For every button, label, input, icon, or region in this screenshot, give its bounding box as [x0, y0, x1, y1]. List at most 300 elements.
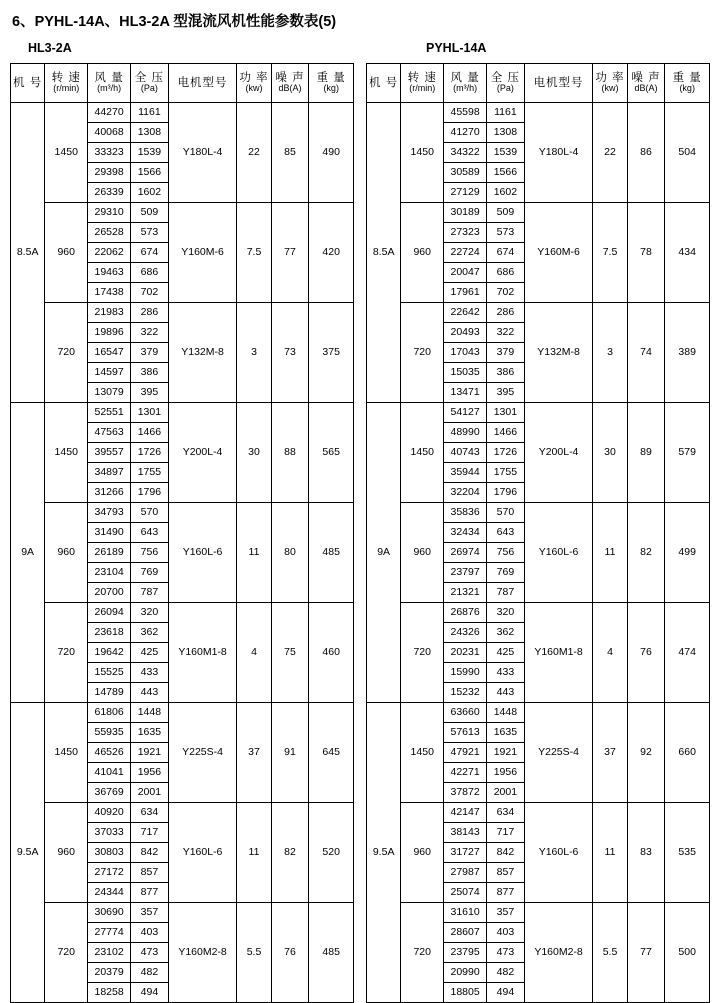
cell-motor-model: Y160M2-8 [168, 903, 237, 1003]
cell-pressure: 509 [131, 203, 169, 223]
cell-speed: 960 [401, 203, 444, 303]
cell-airflow: 31610 [444, 903, 487, 923]
cell-airflow: 46526 [88, 743, 131, 763]
cell-airflow: 13471 [444, 383, 487, 403]
table-body-left [11, 103, 354, 1003]
cell-weight: 434 [665, 203, 710, 303]
cell-airflow: 14597 [88, 363, 131, 383]
column-header-main: 风 量 [94, 71, 124, 84]
column-header-3 [131, 64, 169, 103]
cell-speed: 1450 [401, 403, 444, 503]
cell-motor-model: Y225S-4 [168, 703, 237, 803]
cell-pressure: 1635 [131, 723, 169, 743]
cell-speed: 720 [401, 603, 444, 703]
cell-pressure: 1602 [131, 183, 169, 203]
cell-noise: 83 [627, 803, 665, 903]
cell-airflow: 47921 [444, 743, 487, 763]
cell-pressure: 787 [487, 583, 525, 603]
cell-airflow: 35836 [444, 503, 487, 523]
table-row [367, 403, 710, 423]
table-body-right [367, 103, 710, 1003]
table-header-row [11, 64, 354, 103]
cell-power: 22 [237, 103, 271, 203]
tables-row [10, 41, 710, 1003]
table-row [11, 203, 354, 223]
cell-pressure: 1161 [131, 103, 169, 123]
cell-pressure: 643 [131, 523, 169, 543]
cell-weight: 460 [309, 603, 354, 703]
cell-airflow: 29398 [88, 163, 131, 183]
cell-pressure: 322 [487, 323, 525, 343]
cell-pressure: 1308 [131, 123, 169, 143]
cell-pressure: 1796 [487, 483, 525, 503]
cell-fan-size: 9A [11, 403, 45, 703]
cell-pressure: 1602 [487, 183, 525, 203]
cell-power: 22 [593, 103, 627, 203]
cell-weight: 660 [665, 703, 710, 803]
cell-weight: 490 [309, 103, 354, 203]
cell-airflow: 27129 [444, 183, 487, 203]
cell-pressure: 643 [487, 523, 525, 543]
cell-pressure: 320 [131, 603, 169, 623]
cell-weight: 499 [665, 503, 710, 603]
cell-airflow: 34897 [88, 463, 131, 483]
table-row [367, 603, 710, 623]
table-row [11, 303, 354, 323]
fan-performance-table-left [10, 63, 354, 1003]
cell-airflow: 33323 [88, 143, 131, 163]
cell-pressure: 395 [131, 383, 169, 403]
cell-speed: 1450 [45, 703, 88, 803]
column-header-unit: (kw) [601, 83, 619, 94]
cell-motor-model: Y160M2-8 [524, 903, 593, 1003]
cell-noise: 91 [271, 703, 309, 803]
cell-airflow: 15525 [88, 663, 131, 683]
cell-airflow: 35944 [444, 463, 487, 483]
column-header-main: 功 率 [595, 71, 625, 84]
table-row [11, 503, 354, 523]
cell-pressure: 1161 [487, 103, 525, 123]
cell-fan-size: 8.5A [11, 103, 45, 403]
table-row [11, 803, 354, 823]
cell-airflow: 23104 [88, 563, 131, 583]
cell-airflow: 30589 [444, 163, 487, 183]
column-header-main: 转 速 [51, 71, 81, 84]
column-header-unit: (Pa) [496, 83, 514, 94]
cell-pressure: 494 [487, 983, 525, 1003]
cell-airflow: 37872 [444, 783, 487, 803]
table-row [367, 503, 710, 523]
column-header-unit: (m³/h) [453, 83, 478, 94]
cell-pressure: 1635 [487, 723, 525, 743]
table-header-left [11, 64, 354, 103]
cell-pressure: 362 [487, 623, 525, 643]
cell-airflow: 20231 [444, 643, 487, 663]
cell-pressure: 473 [131, 943, 169, 963]
cell-airflow: 40068 [88, 123, 131, 143]
column-header-6 [627, 64, 665, 103]
cell-pressure: 573 [487, 223, 525, 243]
cell-airflow: 31490 [88, 523, 131, 543]
cell-pressure: 634 [487, 803, 525, 823]
column-header-6 [271, 64, 309, 103]
table-row [367, 303, 710, 323]
cell-airflow: 34322 [444, 143, 487, 163]
column-header-main: 重 量 [316, 71, 346, 84]
cell-airflow: 20379 [88, 963, 131, 983]
cell-pressure: 494 [131, 983, 169, 1003]
cell-speed: 960 [401, 803, 444, 903]
cell-power: 11 [237, 803, 271, 903]
cell-airflow: 19642 [88, 643, 131, 663]
cell-airflow: 19463 [88, 263, 131, 283]
cell-airflow: 24344 [88, 883, 131, 903]
cell-weight: 504 [665, 103, 710, 203]
cell-pressure: 286 [131, 303, 169, 323]
cell-motor-model: Y225S-4 [524, 703, 593, 803]
cell-fan-size: 9.5A [11, 703, 45, 1003]
cell-motor-model: Y132M-8 [168, 303, 237, 403]
cell-pressure: 857 [131, 863, 169, 883]
column-header-unit: (kg) [679, 83, 695, 94]
cell-weight: 500 [665, 903, 710, 1003]
cell-noise: 86 [627, 103, 665, 203]
cell-pressure: 386 [131, 363, 169, 383]
cell-airflow: 19896 [88, 323, 131, 343]
cell-airflow: 21983 [88, 303, 131, 323]
cell-airflow: 13079 [88, 383, 131, 403]
cell-airflow: 44270 [88, 103, 131, 123]
column-header-unit: (kw) [245, 83, 263, 94]
cell-power: 5.5 [237, 903, 271, 1003]
cell-pressure: 322 [131, 323, 169, 343]
cell-speed: 1450 [45, 403, 88, 503]
cell-airflow: 39557 [88, 443, 131, 463]
cell-pressure: 1301 [131, 403, 169, 423]
column-header-0 [11, 64, 45, 103]
cell-speed: 720 [45, 603, 88, 703]
cell-weight: 375 [309, 303, 354, 403]
cell-motor-model: Y160M1-8 [524, 603, 593, 703]
cell-motor-model: Y160L-6 [168, 503, 237, 603]
cell-pressure: 443 [131, 683, 169, 703]
column-header-7 [309, 64, 354, 103]
cell-pressure: 482 [487, 963, 525, 983]
cell-airflow: 32204 [444, 483, 487, 503]
table-row [11, 103, 354, 123]
cell-pressure: 386 [487, 363, 525, 383]
cell-pressure: 395 [487, 383, 525, 403]
cell-pressure: 357 [131, 903, 169, 923]
cell-pressure: 686 [131, 263, 169, 283]
cell-noise: 76 [271, 903, 309, 1003]
cell-pressure: 1466 [131, 423, 169, 443]
cell-airflow: 27323 [444, 223, 487, 243]
column-header-main: 噪 声 [631, 71, 661, 84]
cell-airflow: 17043 [444, 343, 487, 363]
cell-airflow: 22062 [88, 243, 131, 263]
cell-pressure: 702 [131, 283, 169, 303]
cell-airflow: 20700 [88, 583, 131, 603]
cell-noise: 78 [627, 203, 665, 303]
cell-noise: 75 [271, 603, 309, 703]
cell-pressure: 570 [131, 503, 169, 523]
cell-speed: 960 [45, 503, 88, 603]
cell-pressure: 686 [487, 263, 525, 283]
cell-motor-model: Y180L-4 [524, 103, 593, 203]
cell-airflow: 20493 [444, 323, 487, 343]
cell-pressure: 842 [131, 843, 169, 863]
column-header-unit: (kg) [323, 83, 339, 94]
column-header-unit: (Pa) [140, 83, 158, 94]
cell-power: 11 [593, 503, 627, 603]
cell-pressure: 362 [131, 623, 169, 643]
cell-pressure: 1755 [131, 463, 169, 483]
cell-fan-size: 9.5A [367, 703, 401, 1003]
column-header-2 [444, 64, 487, 103]
cell-airflow: 41041 [88, 763, 131, 783]
cell-noise: 77 [627, 903, 665, 1003]
cell-pressure: 787 [131, 583, 169, 603]
cell-pressure: 433 [131, 663, 169, 683]
cell-pressure: 842 [487, 843, 525, 863]
cell-airflow: 52551 [88, 403, 131, 423]
cell-motor-model: Y160M-6 [168, 203, 237, 303]
fan-performance-table-right [366, 63, 710, 1003]
cell-airflow: 32434 [444, 523, 487, 543]
cell-speed: 1450 [401, 103, 444, 203]
cell-speed: 960 [45, 803, 88, 903]
cell-airflow: 29310 [88, 203, 131, 223]
cell-pressure: 425 [131, 643, 169, 663]
cell-airflow: 23102 [88, 943, 131, 963]
cell-power: 7.5 [593, 203, 627, 303]
cell-pressure: 702 [487, 283, 525, 303]
cell-pressure: 1539 [487, 143, 525, 163]
cell-noise: 89 [627, 403, 665, 503]
table-row [367, 103, 710, 123]
cell-motor-model: Y132M-8 [524, 303, 593, 403]
cell-airflow: 21321 [444, 583, 487, 603]
table-row [11, 403, 354, 423]
cell-airflow: 23795 [444, 943, 487, 963]
column-header-main: 重 量 [672, 71, 702, 84]
cell-airflow: 47563 [88, 423, 131, 443]
cell-speed: 960 [401, 503, 444, 603]
cell-pressure: 1448 [487, 703, 525, 723]
cell-airflow: 26339 [88, 183, 131, 203]
cell-fan-size: 8.5A [367, 103, 401, 403]
column-header-main: 风 量 [450, 71, 480, 84]
column-header-main: 机 号 [13, 76, 43, 89]
cell-speed: 720 [45, 303, 88, 403]
cell-pressure: 2001 [131, 783, 169, 803]
cell-airflow: 27774 [88, 923, 131, 943]
column-header-5 [593, 64, 627, 103]
cell-airflow: 18805 [444, 983, 487, 1003]
column-header-main: 电机型号 [533, 76, 584, 89]
cell-airflow: 26189 [88, 543, 131, 563]
cell-airflow: 57613 [444, 723, 487, 743]
cell-pressure: 1726 [131, 443, 169, 463]
cell-airflow: 48990 [444, 423, 487, 443]
cell-pressure: 857 [487, 863, 525, 883]
cell-airflow: 41270 [444, 123, 487, 143]
column-header-unit: (r/min) [53, 83, 80, 94]
column-header-main: 全 压 [490, 71, 520, 84]
cell-airflow: 26876 [444, 603, 487, 623]
cell-pressure: 320 [487, 603, 525, 623]
cell-weight: 645 [309, 703, 354, 803]
cell-noise: 73 [271, 303, 309, 403]
cell-airflow: 17438 [88, 283, 131, 303]
cell-airflow: 23618 [88, 623, 131, 643]
column-header-main: 全 压 [134, 71, 164, 84]
column-header-4 [524, 64, 593, 103]
cell-weight: 420 [309, 203, 354, 303]
cell-power: 30 [237, 403, 271, 503]
cell-pressure: 1539 [131, 143, 169, 163]
cell-airflow: 38143 [444, 823, 487, 843]
cell-pressure: 1301 [487, 403, 525, 423]
cell-pressure: 769 [487, 563, 525, 583]
column-header-unit: (m³/h) [97, 83, 122, 94]
cell-pressure: 286 [487, 303, 525, 323]
cell-airflow: 26974 [444, 543, 487, 563]
column-header-main: 噪 声 [275, 71, 305, 84]
cell-pressure: 403 [131, 923, 169, 943]
cell-motor-model: Y160M-6 [524, 203, 593, 303]
cell-noise: 80 [271, 503, 309, 603]
column-header-1 [45, 64, 88, 103]
cell-pressure: 1921 [131, 743, 169, 763]
cell-power: 4 [593, 603, 627, 703]
cell-weight: 535 [665, 803, 710, 903]
column-header-0 [367, 64, 401, 103]
cell-airflow: 26528 [88, 223, 131, 243]
cell-pressure: 473 [487, 943, 525, 963]
cell-noise: 85 [271, 103, 309, 203]
cell-pressure: 1796 [131, 483, 169, 503]
cell-airflow: 22642 [444, 303, 487, 323]
table-row [11, 703, 354, 723]
cell-power: 11 [593, 803, 627, 903]
cell-pressure: 1308 [487, 123, 525, 143]
cell-power: 7.5 [237, 203, 271, 303]
cell-airflow: 30803 [88, 843, 131, 863]
column-header-3 [487, 64, 525, 103]
cell-weight: 565 [309, 403, 354, 503]
cell-pressure: 425 [487, 643, 525, 663]
cell-motor-model: Y160L-6 [168, 803, 237, 903]
cell-airflow: 26094 [88, 603, 131, 623]
cell-airflow: 40743 [444, 443, 487, 463]
cell-weight: 520 [309, 803, 354, 903]
table-block-right [366, 41, 710, 1003]
cell-speed: 720 [401, 303, 444, 403]
cell-airflow: 24326 [444, 623, 487, 643]
cell-motor-model: Y180L-4 [168, 103, 237, 203]
cell-airflow: 31266 [88, 483, 131, 503]
column-header-main: 转 速 [407, 71, 437, 84]
cell-noise: 88 [271, 403, 309, 503]
cell-noise: 82 [271, 803, 309, 903]
cell-pressure: 717 [131, 823, 169, 843]
cell-pressure: 379 [131, 343, 169, 363]
cell-airflow: 23797 [444, 563, 487, 583]
page-title: 6、PYHL-14A、HL3-2A 型混流风机性能参数表(5) [12, 14, 337, 30]
cell-power: 30 [593, 403, 627, 503]
column-header-unit: dB(A) [634, 83, 658, 94]
cell-airflow: 42271 [444, 763, 487, 783]
cell-airflow: 27987 [444, 863, 487, 883]
cell-noise: 77 [271, 203, 309, 303]
column-header-7 [665, 64, 710, 103]
cell-speed: 720 [401, 903, 444, 1003]
cell-weight: 485 [309, 903, 354, 1003]
column-header-main: 机 号 [369, 76, 399, 89]
cell-airflow: 55935 [88, 723, 131, 743]
cell-weight: 579 [665, 403, 710, 503]
table-row [367, 203, 710, 223]
cell-pressure: 756 [487, 543, 525, 563]
cell-pressure: 573 [131, 223, 169, 243]
cell-pressure: 674 [487, 243, 525, 263]
column-header-unit: dB(A) [278, 83, 302, 94]
cell-airflow: 61806 [88, 703, 131, 723]
cell-pressure: 509 [487, 203, 525, 223]
cell-power: 4 [237, 603, 271, 703]
cell-power: 5.5 [593, 903, 627, 1003]
cell-weight: 485 [309, 503, 354, 603]
cell-speed: 1450 [401, 703, 444, 803]
cell-airflow: 25074 [444, 883, 487, 903]
cell-noise: 92 [627, 703, 665, 803]
column-header-main: 电机型号 [177, 76, 228, 89]
cell-pressure: 433 [487, 663, 525, 683]
cell-pressure: 877 [131, 883, 169, 903]
cell-airflow: 37033 [88, 823, 131, 843]
cell-pressure: 1466 [487, 423, 525, 443]
cell-pressure: 2001 [487, 783, 525, 803]
cell-motor-model: Y200L-4 [168, 403, 237, 503]
cell-speed: 1450 [45, 103, 88, 203]
cell-airflow: 15232 [444, 683, 487, 703]
cell-motor-model: Y200L-4 [524, 403, 593, 503]
cell-airflow: 28607 [444, 923, 487, 943]
cell-pressure: 1566 [131, 163, 169, 183]
table-row [367, 803, 710, 823]
cell-noise: 76 [627, 603, 665, 703]
cell-pressure: 717 [487, 823, 525, 843]
column-header-main: 功 率 [239, 71, 269, 84]
table-row [367, 703, 710, 723]
cell-airflow: 14789 [88, 683, 131, 703]
cell-motor-model: Y160L-6 [524, 803, 593, 903]
cell-airflow: 31727 [444, 843, 487, 863]
cell-pressure: 443 [487, 683, 525, 703]
table-caption-right: PYHL-14A [426, 41, 487, 55]
cell-pressure: 1726 [487, 443, 525, 463]
table-block-left [10, 41, 354, 1003]
cell-pressure: 674 [131, 243, 169, 263]
cell-motor-model: Y160M1-8 [168, 603, 237, 703]
cell-pressure: 570 [487, 503, 525, 523]
column-header-5 [237, 64, 271, 103]
column-header-2 [88, 64, 131, 103]
cell-noise: 82 [627, 503, 665, 603]
column-header-unit: (r/min) [409, 83, 436, 94]
